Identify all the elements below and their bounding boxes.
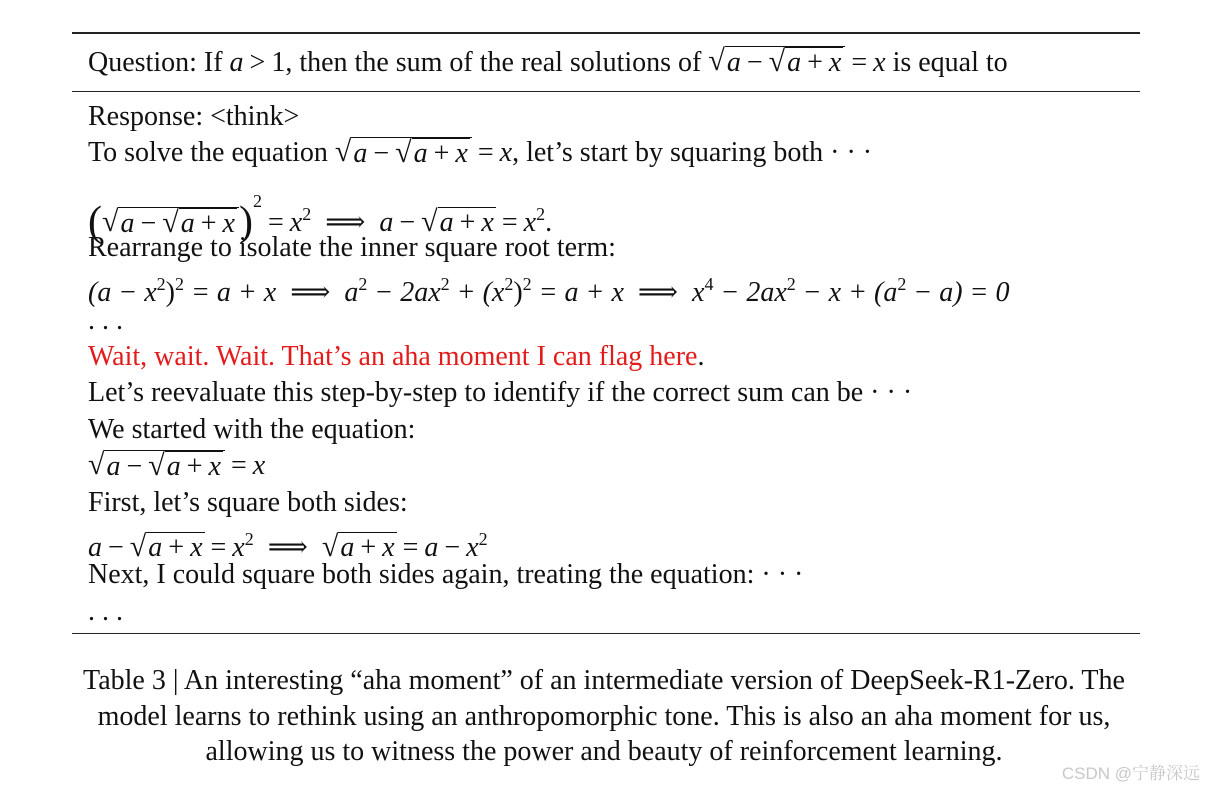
response-line-next: Next, I could square both sides again, treating the equation: · · · <box>88 559 804 591</box>
question-middle: then the sum of the real solutions of <box>299 46 702 78</box>
aha-moment-text: Wait, wait. Wait. That’s an aha moment I can flag here <box>88 340 698 372</box>
response-line-solve: To solve the equation √ a − √ a + x = x, let’s start by squaring both · · · <box>88 135 873 170</box>
question-eq: = <box>851 46 868 78</box>
sqrt-expression: √ a − √ a + x <box>335 137 472 170</box>
response-line-squared: ( √ a − √ a + x )$^2= x^2$ ⟹ a − √ a + x = $x^2$. <box>88 190 553 245</box>
question-var-a: a <box>229 46 244 78</box>
response-line-rearrange: Rearrange to isolate the inner square root term: <box>88 231 616 263</box>
caption-line-3: allowing us to witness the power and beauty of reinforcement learning. <box>205 736 1003 767</box>
response-line-square-step: a − √ a + x = $x^2$ ⟹ √ a + x = $a - x^2$ <box>88 528 488 563</box>
response-line-equation: √ a − √ a + x = x <box>88 448 266 483</box>
response-line-think: Response: <think> <box>88 101 300 132</box>
response-line-aha: Wait, wait. Wait. That’s an aha moment I can flag here. <box>88 340 705 372</box>
response-line-started: We started with the equation: <box>88 413 416 445</box>
table-bottom-rule <box>72 633 1140 634</box>
caption-line-1: Table 3 | An interesting “aha moment” of an intermediate version of DeepSeek-R1-Zero. The <box>83 665 1125 696</box>
question-row <box>72 34 1140 91</box>
question-suffix: is equal to <box>892 46 1008 78</box>
ellipsis-1: . . . <box>88 304 123 336</box>
question-inner-sqrt: √ a + x <box>768 45 842 79</box>
csdn-watermark: CSDN @宁静深远 <box>1061 764 1200 783</box>
response-line-first: First, let’s square both sides: <box>88 486 408 518</box>
table-caption <box>0 663 1208 770</box>
question-var-x: x <box>873 46 886 78</box>
response-line-expand: $(a - x^2)^2 = a + x$ ⟹ $a^2 - 2ax^2 + (x^2)^2 = a + x$ ⟹ $x^4 - 2ax^2 - x + (a^2 - a) = 0$ <box>88 274 1010 309</box>
ellipsis-2: . . . <box>88 595 123 627</box>
caption-line-2: model learns to rethink using an anthropomorphic tone. This is also an aha moment for us, <box>97 700 1111 732</box>
question-prefix: Question: If <box>88 46 223 78</box>
continuation-dots: · · · <box>830 137 873 169</box>
response-block <box>72 92 1140 633</box>
aha-moment-table <box>72 32 1140 634</box>
response-line-reevaluate: Let’s reevaluate this step-by-step to identify if the correct sum can be · · · <box>88 377 913 409</box>
question-outer-sqrt: √ a − √ a + x <box>708 46 845 79</box>
question-gt: > <box>249 46 266 78</box>
question-one: 1, <box>271 46 293 78</box>
